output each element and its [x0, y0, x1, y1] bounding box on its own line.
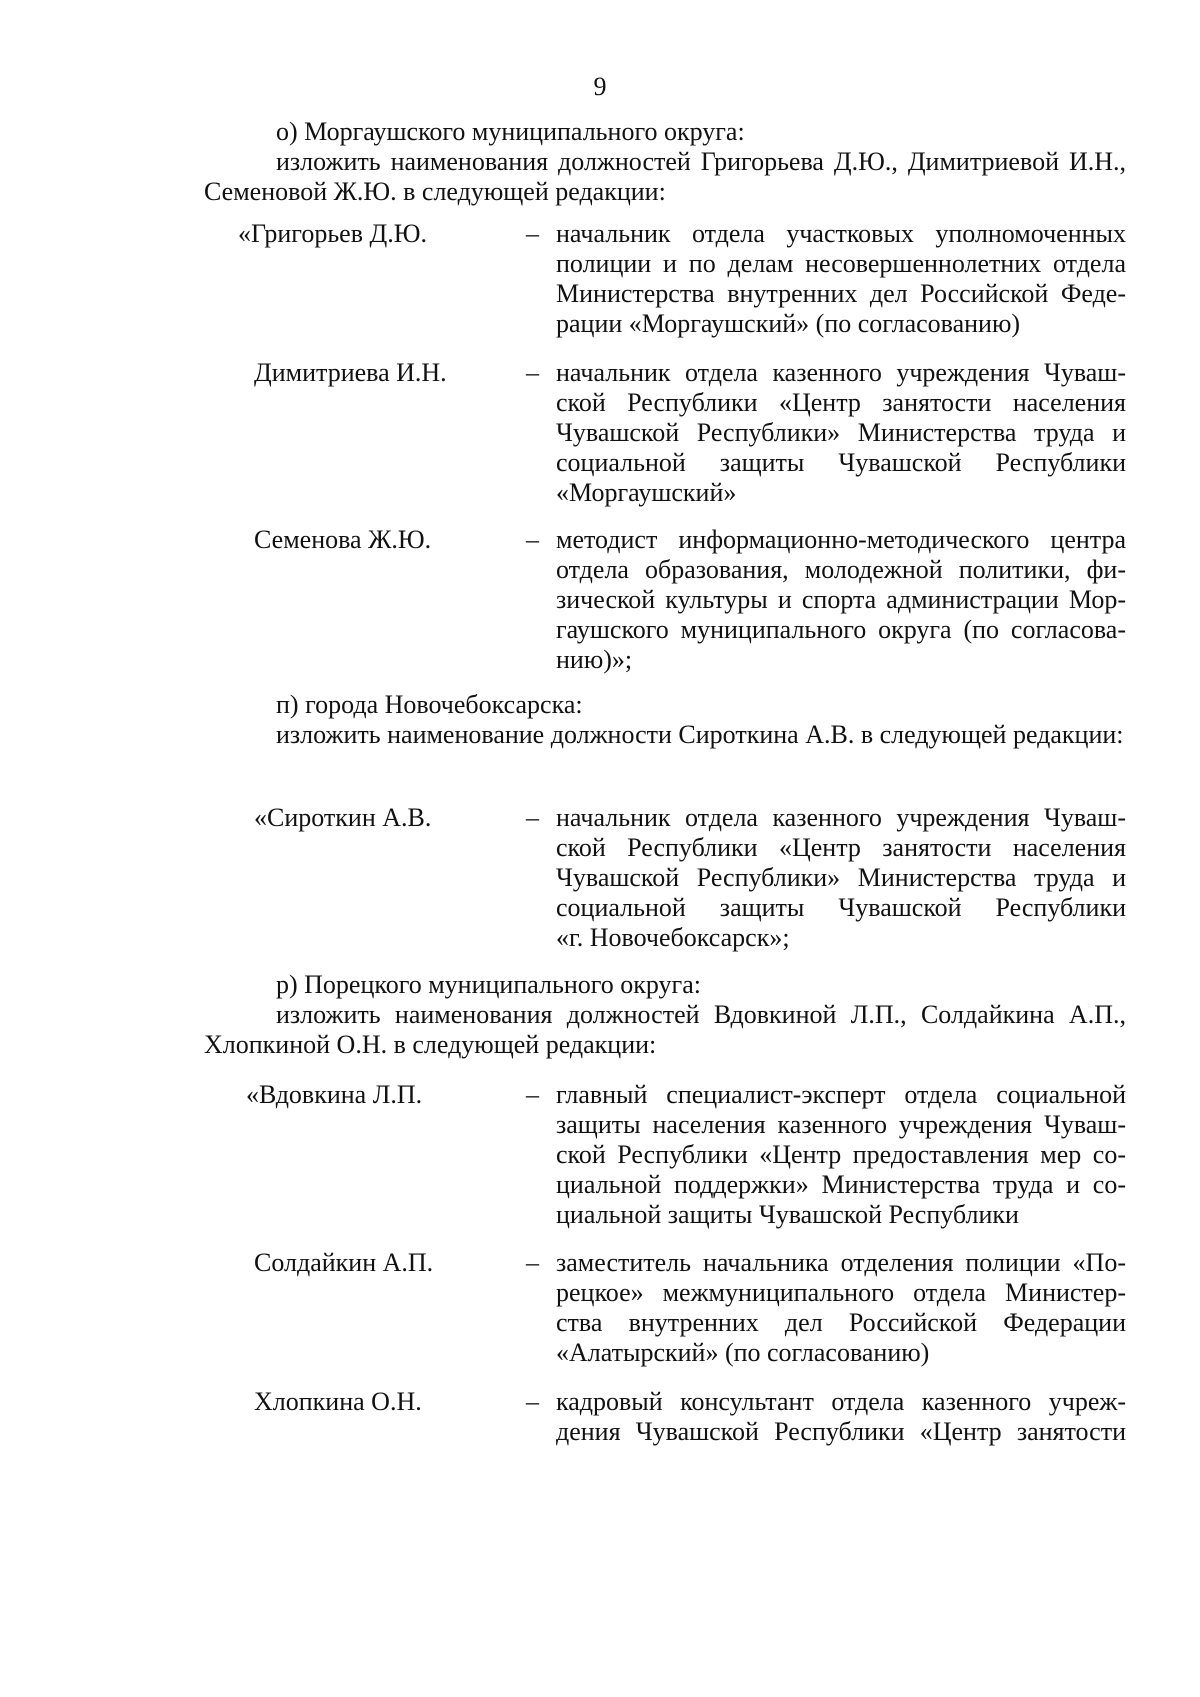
entry-description	[556, 358, 1126, 508]
entry-dash: –	[526, 219, 539, 248]
description-line: дения Чувашской Республики «Центр занятости	[556, 1417, 1126, 1446]
description-line: методист информационно-методического центра	[556, 525, 1126, 554]
description-line: кадровый консультант отдела казенного учреж-	[556, 1387, 1126, 1416]
entry-description	[556, 1080, 1126, 1230]
section-heading-o: о) Моргаушского муниципального округа:	[276, 117, 745, 146]
entry-name: Солдайкин А.П.	[254, 1248, 434, 1277]
entry-name: «Вдовкина Л.П.	[246, 1080, 423, 1109]
description-line: рации «Моргаушский» (по согласованию)	[556, 309, 1021, 338]
description-line: циальной поддержки» Министерства труда и со-	[556, 1170, 1126, 1199]
entry-description	[556, 525, 1126, 675]
description-line: отдела образования, молодежной политики, фи-	[556, 555, 1126, 584]
entry-description	[556, 1248, 1126, 1368]
description-line: гаушского муниципального округа (по согласова-	[556, 615, 1126, 644]
entry-dash: –	[526, 803, 539, 832]
description-line: начальник отдела казенного учреждения Чуваш-	[556, 803, 1126, 832]
description-line: полиции и по делам несовершеннолетних отдела	[556, 249, 1126, 278]
entry-name: Хлопкина О.Н.	[254, 1387, 422, 1416]
description-line: Министерства внутренних дел Российской Феде-	[556, 279, 1126, 308]
description-line: ской Республики «Центр занятости населения	[556, 388, 1126, 417]
description-line: социальной защиты Чувашской Республики	[556, 448, 1126, 477]
entry-name: Димитриева И.Н.	[254, 358, 447, 387]
entry-name: Семенова Ж.Ю.	[254, 525, 432, 554]
description-line: рецкое» межмуниципального отдела Министер-	[556, 1278, 1126, 1307]
entry-dash: –	[526, 1080, 539, 1109]
description-line: Чувашской Республики» Министерства труда и	[556, 863, 1126, 892]
description-line: циальной защиты Чувашской Республики	[556, 1200, 1019, 1229]
instruction-r: изложить наименования должностей Вдовкиной Л.П., Солдайкина А.П., Хлопкиной О.Н. в следующей редакции:	[204, 1000, 1126, 1059]
entry-name: «Сироткин А.В.	[254, 803, 432, 832]
description-line: защиты населения казенного учреждения Чуваш-	[556, 1110, 1126, 1139]
description-line: главный специалист-эксперт отдела социальной	[556, 1080, 1126, 1109]
entry-dash: –	[526, 525, 539, 554]
entry-dash: –	[526, 1248, 539, 1277]
description-line: заместитель начальника отделения полиции «По-	[556, 1248, 1126, 1277]
entry-name: «Григорьев Д.Ю.	[238, 219, 427, 248]
description-line: ской Республики «Центр занятости населения	[556, 833, 1126, 862]
description-line: «г. Новочебоксарск»;	[556, 923, 790, 952]
entry-description	[556, 219, 1126, 339]
description-line: «Моргаушский»	[556, 478, 737, 507]
description-line: «Алатырский» (по согласованию)	[556, 1338, 930, 1367]
instruction-o: изложить наименования должностей Григорьева Д.Ю., Димитриевой И.Н., Семеновой Ж.Ю. в следующей редакции:	[204, 147, 1126, 206]
section-heading-r: р) Порецкого муниципального округа:	[276, 970, 701, 999]
description-line: зической культуры и спорта администрации Мор-	[556, 585, 1126, 614]
description-line: ства внутренних дел Российской Федерации	[556, 1308, 1126, 1337]
description-line: начальник отдела участковых уполномоченных	[556, 219, 1126, 248]
entry-description	[556, 1387, 1126, 1447]
description-line: социальной защиты Чувашской Республики	[556, 893, 1126, 922]
entry-dash: –	[526, 358, 539, 387]
entry-dash: –	[526, 1387, 539, 1416]
section-heading-p: п) города Новочебоксарска:	[276, 690, 583, 719]
entry-description	[556, 803, 1126, 953]
description-line: ской Республики «Центр предоставления мер со-	[556, 1140, 1126, 1169]
description-line: нию)»;	[556, 645, 633, 674]
page-number: 9	[593, 72, 607, 101]
description-line: Чувашской Республики» Министерства труда и	[556, 418, 1126, 447]
instruction-p: изложить наименование должности Сироткина А.В. в следующей редакции:	[276, 720, 1124, 749]
description-line: начальник отдела казенного учреждения Чуваш-	[556, 358, 1126, 387]
